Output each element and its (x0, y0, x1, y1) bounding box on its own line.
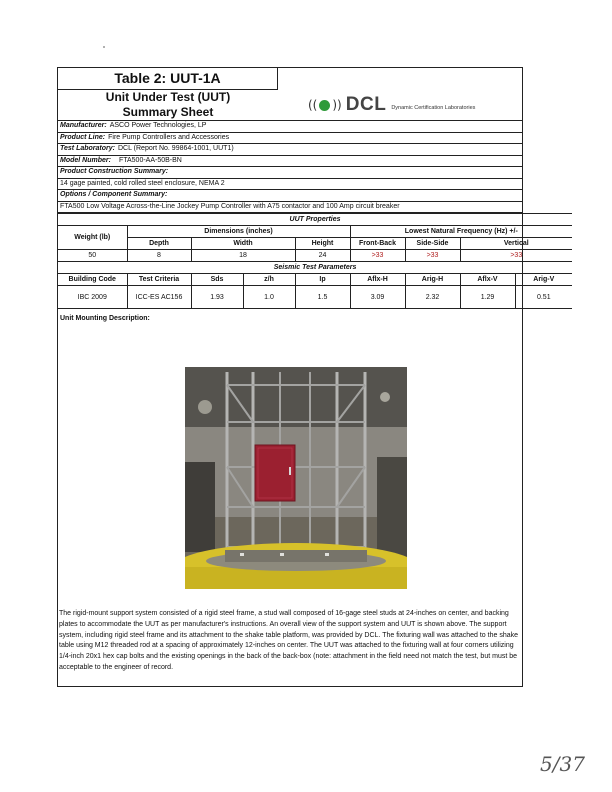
mounting-label: Unit Mounting Description: (60, 315, 150, 322)
weight-value: 50 (58, 250, 127, 262)
construction-value: 14 gage painted, cold rolled steel enclosure, NEMA 2 (60, 179, 225, 187)
seismic-value: 3.09 (350, 286, 405, 309)
seismic-header: Sds (191, 274, 243, 286)
construction-row (58, 179, 522, 191)
options-row (58, 202, 522, 214)
summary-sheet (57, 67, 555, 687)
logo-dot-icon (319, 100, 330, 111)
seismic-header: Aflx-H (350, 274, 405, 286)
sheet-header (58, 68, 522, 121)
test-lab-value: DCL (Report No. 99864-1001, UUT1) (117, 145, 234, 152)
signal-waves-right-icon: )) (332, 98, 342, 112)
side-side-value: >33 (405, 250, 460, 262)
front-back-value: >33 (350, 250, 405, 262)
subtitle-line2: Summary Sheet (122, 105, 214, 119)
construction-label-row (58, 167, 522, 179)
seismic-header: z/h (243, 274, 295, 286)
seismic-header: Arig-H (405, 274, 460, 286)
seismic-value: 1.5 (295, 286, 350, 309)
dimensions-header: Dimensions (inches) (127, 226, 350, 238)
seismic-header-row (58, 274, 572, 286)
seismic-value: 1.29 (460, 286, 515, 309)
options-label: Options / Component Summary: (60, 191, 168, 198)
construction-label: Product Construction Summary: (60, 168, 169, 175)
subtitle-line1: Unit Under Test (UUT) (105, 90, 231, 104)
height-value: 24 (295, 250, 350, 262)
options-label-row (58, 190, 522, 202)
seismic-value: IBC 2009 (58, 286, 127, 309)
model-value: FTA500-AA-50B-BN (118, 156, 182, 164)
uut-properties-table (58, 213, 572, 309)
depth-value: 8 (127, 250, 191, 262)
product-line-row (58, 133, 522, 145)
seismic-title: Seismic Test Parameters (58, 262, 572, 274)
manufacturer-label: Manufacturer: (60, 122, 107, 129)
seismic-value-row (58, 286, 572, 309)
scan-speck (103, 46, 105, 48)
product-line-label: Product Line: (60, 133, 106, 141)
uut-mounting-photo (185, 367, 407, 589)
vertical-value: >33 (460, 250, 572, 262)
model-row (58, 156, 522, 168)
frequency-header: Lowest Natural Frequency (Hz) +/- (350, 226, 572, 238)
product-line-value: Fire Pump Controllers and Accessories (108, 133, 230, 141)
uut-properties-title: UUT Properties (58, 214, 572, 226)
seismic-value: 1.0 (243, 286, 295, 309)
weight-header: Weight (lb) (58, 226, 127, 250)
seismic-header: Ip (295, 274, 350, 286)
seismic-value: ICC-ES AC156 (127, 286, 191, 309)
side-side-header: Side-Side (405, 238, 460, 250)
manufacturer-value: ASCO Power Technologies, LP (109, 122, 207, 129)
dcl-logo (308, 94, 475, 116)
mounting-description: The rigid-mount support system consisted of a rigid steel frame, a stud wall composed of 16-gage steel studs at 24-inches on center, and backing plates to accommodate the UUT as per manufacturer's instructions. An overall view of the support system and UUT is shown above. The support system, including rigid steel frame and its attachment to the shake table platform, was provided by DCL. The fixturing wall was attached to the shake table using M12 threaded rod at a spacing of approximately 12-inches on center. The UUT was attached to the fixturing wall at four corners utilizing 1/4-inch 20x1 hex cap bolts and the existing openings in the back of the back-box (note: attachment in the field need not match the test, but must be acceptable to the engineer of record. (59, 610, 518, 671)
height-header: Height (295, 238, 350, 250)
page-number: 5/37 (540, 752, 585, 776)
width-header: Width (191, 238, 295, 250)
seismic-value: 2.32 (405, 286, 460, 309)
table-title: Table 2: UUT-1A (58, 68, 278, 90)
test-lab-row (58, 144, 522, 156)
seismic-header: Test Criteria (127, 274, 191, 286)
signal-waves-icon: (( (308, 98, 318, 112)
seismic-header: Aflx-V (460, 274, 515, 286)
options-value: FTA500 Low Voltage Across-the-Line Jockey Pump Controller with A75 contactor and 100 Amp circuit breaker (60, 202, 400, 210)
test-lab-label: Test Laboratory: (60, 145, 115, 152)
model-label: Model Number: (60, 156, 111, 164)
seismic-value: 0.51 (515, 286, 572, 309)
sheet-subtitle (58, 90, 278, 120)
seismic-header: Building Code (58, 274, 127, 286)
depth-header: Depth (127, 238, 191, 250)
front-back-header: Front-Back (350, 238, 405, 250)
manufacturer-row (58, 121, 522, 133)
vertical-header: Vertical (460, 238, 572, 250)
seismic-value: 1.93 (191, 286, 243, 309)
photo-illustration (185, 367, 407, 589)
logo-text: DCL (345, 94, 387, 115)
seismic-header: Arig-V (515, 274, 572, 286)
logo-subtext: Dynamic Certification Laboratories (391, 105, 476, 111)
width-value: 18 (191, 250, 295, 262)
